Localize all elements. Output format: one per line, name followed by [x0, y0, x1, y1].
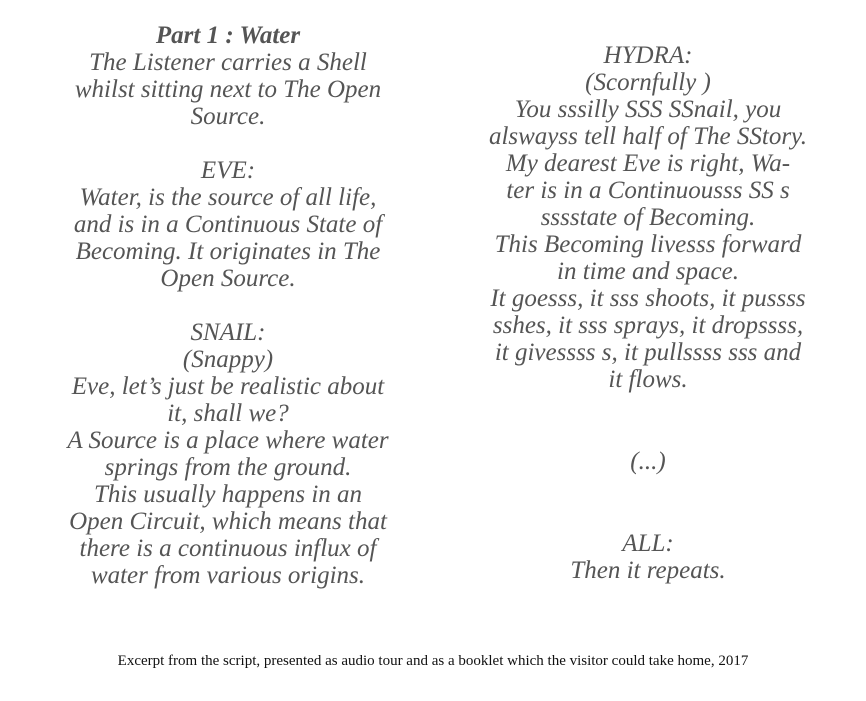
dialogue-line: and is in a Continuous State of	[73, 211, 383, 238]
speaker-all: ALL:	[622, 530, 674, 557]
spacer	[448, 393, 848, 448]
dialogue-line: water from various origins.	[90, 562, 366, 589]
stage-direction: (Scornfully )	[585, 69, 711, 96]
eve-block	[28, 157, 428, 292]
hydra-block	[448, 42, 848, 393]
dialogue-line: This Becoming livesss forward	[494, 231, 802, 258]
dialogue-line: It goesss, it sss shoots, it pussss	[490, 285, 806, 312]
dialogue-line: sssstate of Becoming.	[540, 204, 756, 231]
spacer	[28, 292, 428, 319]
dialogue-line: sshes, it sss sprays, it dropssss,	[492, 312, 804, 339]
intro-line: Source.	[190, 103, 266, 130]
dialogue-line: it givessss s, it pullssss sss and	[494, 339, 802, 366]
dialogue-line: there is a continuous influx of	[79, 535, 377, 562]
dialogue-line: Then it repeats.	[570, 557, 726, 584]
intro-line: The Listener carries a Shell	[89, 49, 367, 76]
dialogue-line: Eve, let’s just be realistic about	[71, 373, 385, 400]
dialogue-line: Water, is the source of all life,	[79, 184, 377, 211]
dialogue-line: Open Source.	[160, 265, 296, 292]
spacer	[448, 475, 848, 530]
dialogue-line: it, shall we?	[167, 400, 289, 427]
dialogue-line: in time and space.	[557, 258, 739, 285]
stage-direction: (Snappy)	[182, 346, 274, 373]
dialogue-line: alswayss tell half of The SStory.	[488, 123, 808, 150]
dialogue-line: Becoming. It originates in The	[75, 238, 381, 265]
dialogue-line: Open Circuit, which means that	[69, 508, 387, 535]
dialogue-line: This usually happens in an	[93, 481, 363, 508]
intro-line: whilst sitting next to The Open	[74, 76, 382, 103]
dialogue-line: A Source is a place where water	[67, 427, 389, 454]
spacer	[28, 130, 428, 157]
section-heading: Part 1 : Water	[155, 22, 301, 49]
speaker-hydra: HYDRA:	[603, 42, 693, 69]
dialogue-line: My dearest Eve is right, Wa-	[505, 150, 791, 177]
speaker-snail: SNAIL:	[190, 319, 266, 346]
snail-block	[28, 319, 428, 589]
right-column	[448, 42, 848, 584]
speaker-eve: EVE:	[200, 157, 256, 184]
left-column	[28, 22, 428, 589]
dialogue-line: You sssilly SSS SSnail, you	[514, 96, 782, 123]
caption: Excerpt from the script, presented as audio tour and as a booklet which the visitor could take home, 2017	[117, 653, 749, 669]
dialogue-line: springs from the ground.	[104, 454, 352, 481]
dialogue-line: ter is in a Continuousss SS s	[506, 177, 790, 204]
dialogue-line: it flows.	[608, 366, 688, 393]
stage-direction-intro	[28, 49, 428, 130]
ellipsis: (...)	[630, 448, 666, 475]
all-block	[448, 530, 848, 584]
